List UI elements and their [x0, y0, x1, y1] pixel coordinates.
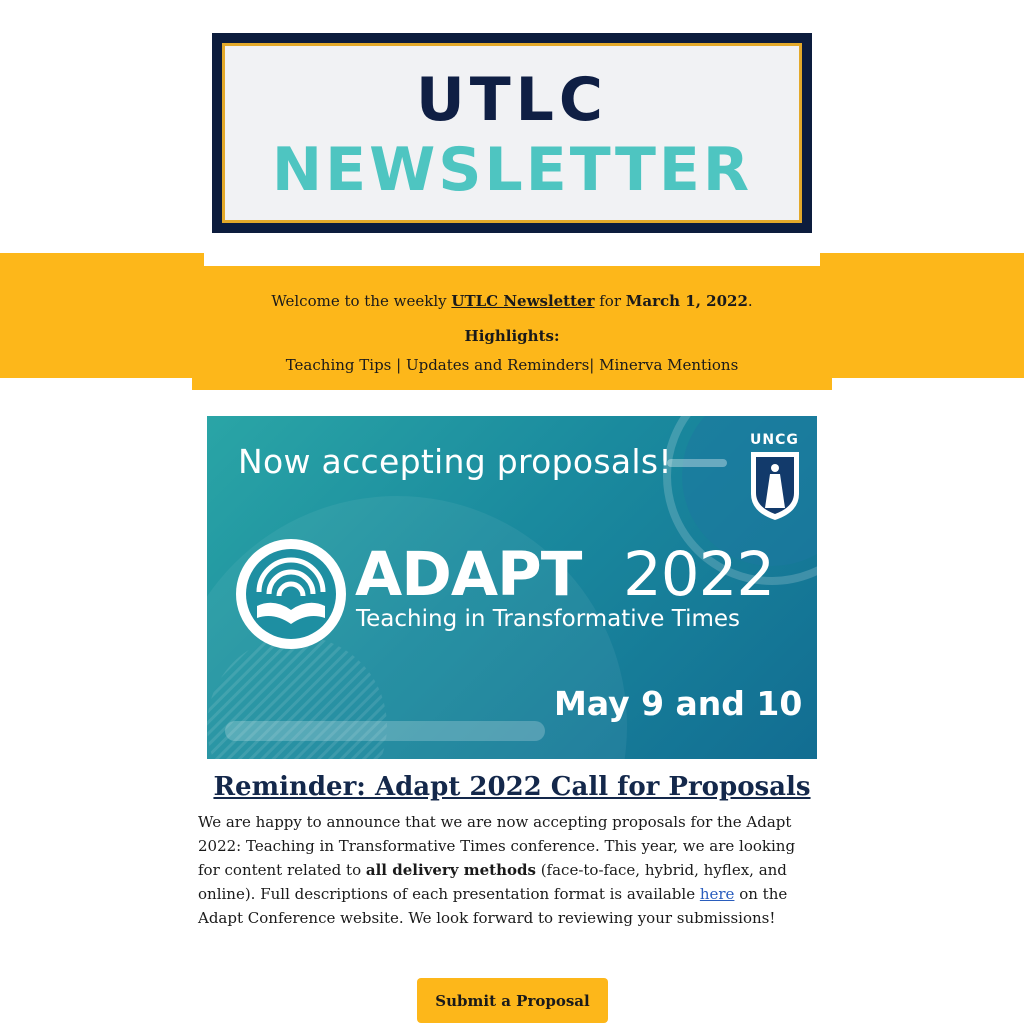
logo-title-newsletter: NEWSLETTER [271, 135, 753, 205]
article-title[interactable]: Reminder: Adapt 2022 Call for Proposals [213, 772, 811, 802]
banner-subtitle: Teaching in Transformative Times [356, 606, 741, 632]
body-text: on the Adapt Conference website. We look forward to reviewing your submissions! [198, 885, 788, 927]
submit-proposal-button[interactable]: Submit a Proposal [417, 978, 608, 1023]
intro-divider [204, 253, 820, 266]
article-body [198, 810, 808, 930]
banner-dates: May 9 and 10 [554, 684, 803, 723]
welcome-text [192, 292, 832, 310]
adapt-banner-image [207, 416, 817, 759]
newsletter-logo [212, 33, 812, 233]
banner-accepting-text: Now accepting proposals! [238, 442, 672, 481]
welcome-suffix: . [747, 292, 753, 310]
newsletter-link[interactable]: UTLC Newsletter [451, 292, 595, 310]
here-link[interactable]: here [699, 885, 735, 903]
welcome-prefix: Welcome to the weekly [271, 292, 452, 310]
body-text: We are happy to announce that we are now accepting proposals for the Adapt 2022: Teaching in Transformative Times conference. This year, we are looking for content related to [198, 813, 796, 879]
highlights-heading: Highlights: [464, 327, 560, 345]
highlights-links[interactable]: Teaching Tips | Updates and Reminders| Minerva Mentions [285, 356, 739, 374]
banner-event-year: 2022 [623, 539, 775, 610]
logo-title-utlc: UTLC [416, 65, 608, 135]
logo-frame [222, 43, 802, 223]
banner-event-name: ADAPT [355, 539, 582, 610]
issue-date: March 1, 2022 [625, 292, 748, 310]
body-bold: all delivery methods [365, 861, 536, 879]
body-text: (face-to-face, hybrid, hyflex, and online). Full descriptions of each presentation format is available [198, 861, 787, 903]
welcome-mid: for [594, 292, 626, 310]
uncg-brand: UNCG [750, 432, 799, 448]
